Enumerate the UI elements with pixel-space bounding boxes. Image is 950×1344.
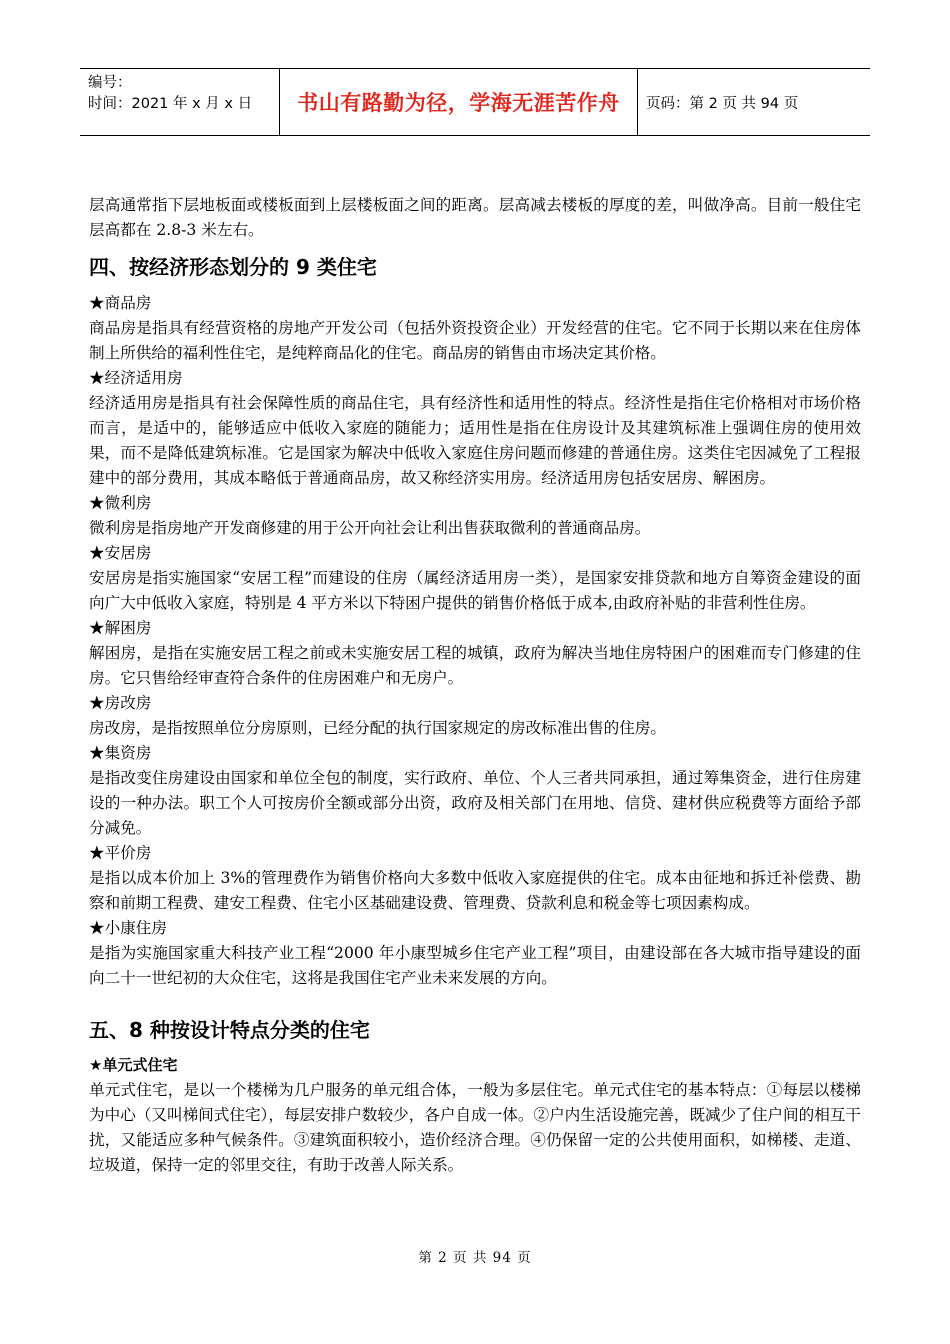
section-4-heading: 四、按经济形态划分的 9 类住宅 xyxy=(89,255,377,279)
item-title: ★平价房 xyxy=(89,844,152,862)
item-text: 解困房，是指在实施安居工程之前或未实施安居工程的城镇，政府为解决当地住房特困户的困难而专门修建的住房。它只售给经审查符合条件的住房困难户和无房户。 xyxy=(89,644,861,687)
item-title: ★单元式住宅 xyxy=(89,1056,178,1074)
section-5-heading: 五、8 种按设计特点分类的住宅 xyxy=(89,1018,370,1042)
intro-paragraph: 层高通常指下层地板面或楼板面到上层楼板面之间的距离。层高减去楼板的厚度的差，叫做净高。目前一般住宅层高都在 2.8-3 米左右。 xyxy=(89,196,861,239)
section-4-item xyxy=(89,541,861,616)
section-4-item xyxy=(89,691,861,741)
item-text: 安居房是指实施国家“安居工程”而建设的住房（属经济适用房一类），是国家安排贷款和地方自筹资金建设的面向广大中低收入家庭，特别是 4 平方米以下特困户提供的销售价格低于成本,由政府补贴的非营利性住房。 xyxy=(89,569,861,612)
item-text: 房改房，是指按照单位分房原则，已经分配的执行国家规定的房改标准出售的住房。 xyxy=(89,719,666,737)
page-header xyxy=(80,68,870,136)
item-title: ★微利房 xyxy=(89,494,152,512)
item-title: ★商品房 xyxy=(89,294,152,312)
item-title: ★集资房 xyxy=(89,744,152,762)
header-motto: 书山有路勤为径，学海无涯苦作舟 xyxy=(280,69,638,135)
section-5-item xyxy=(89,1053,861,1178)
item-text: 微利房是指房地产开发商修建的用于公开向社会让利出售获取微利的普通商品房。 xyxy=(89,519,651,537)
item-text: 是指改变住房建设由国家和单位全包的制度，实行政府、单位、个人三者共同承担，通过筹集资金，进行住房建设的一种办法。职工个人可按房价全额或部分出资，政府及相关部门在用地、信贷、建材供应税费等方面给予部分减免。 xyxy=(89,769,861,837)
item-title: ★解困房 xyxy=(89,619,152,637)
section-4-item xyxy=(89,491,861,541)
item-text: 商品房是指具有经营资格的房地产开发公司（包括外资投资企业）开发经营的住宅。它不同于长期以来在住房体制上所供给的福利性住宅，是纯粹商品化的住宅。商品房的销售由市场决定其价格。 xyxy=(89,319,861,362)
section-4-item xyxy=(89,291,861,366)
header-code-label: 编号： xyxy=(88,75,132,91)
item-title: ★经济适用房 xyxy=(89,369,183,387)
item-text: 经济适用房是指具有社会保障性质的商品住宅，具有经济性和适用性的特点。经济性是指住宅价格相对市场价格而言，是适中的，能够适应中低收入家庭的随能力；适用性是指在住房设计及其建筑标准上强调住房的使用效果，而不是降低建筑标准。它是国家为解决中低收入家庭住房问题而修建的普通住房。这类住宅因减免了工程报建中的部分费用，其成本略低于普通商品房，故又称经济实用房。经济适用房包括安居房、解困房。 xyxy=(89,394,861,487)
item-title: ★小康住房 xyxy=(89,919,167,937)
item-title: ★房改房 xyxy=(89,694,152,712)
item-text: 是指以成本价加上 3%的管理费作为销售价格向大多数中低收入家庭提供的住宅。成本由征地和拆迁补偿费、勘察和前期工程费、建安工程费、住宅小区基础建设费、管理费、贷款利息和税金等七项因素构成。 xyxy=(89,869,861,912)
section-4-item xyxy=(89,741,861,841)
header-page-info: 页码：第 2 页 共 94 页 xyxy=(646,95,799,112)
section-4-item xyxy=(89,916,861,991)
header-left-cell xyxy=(80,69,280,135)
section-4-item xyxy=(89,841,861,916)
page-footer: 第 2 页 共 94 页 xyxy=(418,1250,532,1266)
header-date: 时间：2021 年 x 月 x 日 xyxy=(88,96,253,112)
document-body xyxy=(89,193,861,1178)
item-title: ★安居房 xyxy=(89,544,152,562)
item-text: 是指为实施国家重大科技产业工程“2000 年小康型城乡住宅产业工程”项目，由建设部在各大城市指导建设的面向二十一世纪初的大众住宅，这将是我国住宅产业未来发展的方向。 xyxy=(89,944,861,987)
item-text: 单元式住宅，是以一个楼梯为几户服务的单元组合体，一般为多层住宅。单元式住宅的基本特点：①每层以楼梯为中心（又叫梯间式住宅），每层安排户数较少，各户自成一体。②户内生活设施完善，既减少了住户间的相互干扰，又能适应多种气候条件。③建筑面积较小，造价经济合理。④仍保留一定的公共使用面积，如梯楼、走道、垃圾道，保持一定的邻里交往，有助于改善人际关系。 xyxy=(89,1081,861,1174)
section-4-item xyxy=(89,616,861,691)
section-4-item xyxy=(89,366,861,491)
